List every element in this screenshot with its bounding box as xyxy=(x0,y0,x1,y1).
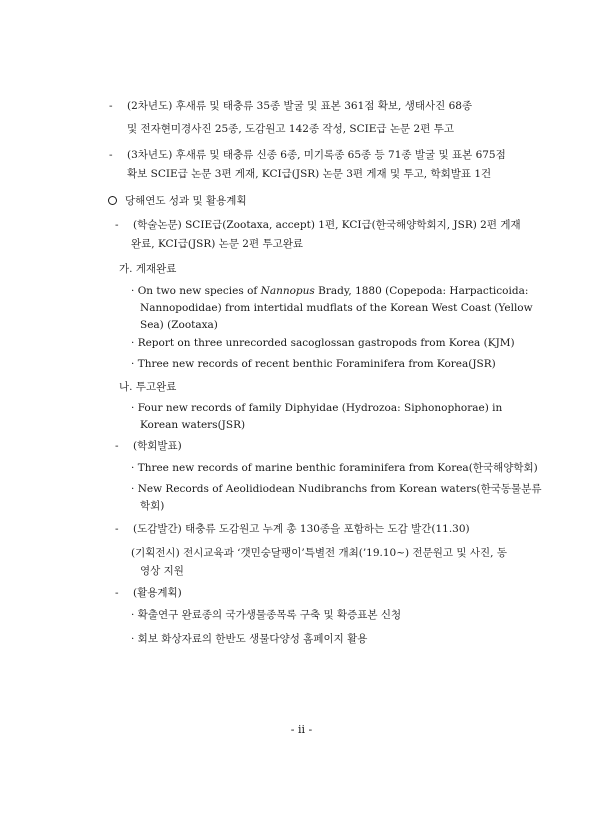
plan-label: - (활용계획) xyxy=(115,587,182,599)
top-item-1-line2: 및 전자현미경사진 25종, 도감원고 142종 작성, SCIE급 논문 2편 투고 xyxy=(127,123,454,135)
published-item-1-line2: Nannopodidae) from intertidal mudflats of the Korean West Coast (Yellow xyxy=(140,302,533,314)
plan-item-2: · 회보 화상자료의 한반도 생물다양성 홈페이지 활용 xyxy=(131,633,368,645)
top-item-2-line2: 확보 SCIE급 논문 3편 게재, KCI급(JSR) 논문 3편 게재 및 투고, 학회발표 1건 xyxy=(127,168,492,180)
book-line: - (도감발간) 태충류 도감원고 누계 총 130종을 포함하는 도감 발간(11.30) xyxy=(115,523,470,535)
published-label: 가. 게재완료 xyxy=(119,263,177,275)
conference-item-1: · Three new records of marine benthic foraminifera from Korea(한국해양학회) xyxy=(131,462,538,474)
submitted-label: 나. 투고완료 xyxy=(119,381,177,393)
papers-line2: 완료, KCI급(JSR) 논문 2편 투고완료 xyxy=(131,238,304,250)
conference-label: - (학회발표) xyxy=(115,440,182,452)
exhibit-line1: (기획전시) 전시교육과 ‘갯민숭달팽이’특별전 개최(’19.10~) 전문원고 및 사진, 동 xyxy=(131,547,507,559)
published-item-1-line1: · On two new species of Nannopus Brady, 1880 (Copepoda: Harpacticoida: xyxy=(131,285,529,297)
section-title: 당해연도 성과 및 활용계획 xyxy=(108,194,247,210)
published-item-2: · Report on three unrecorded sacoglossan gastropods from Korea (KJM) xyxy=(131,337,515,349)
exhibit-line2: 영상 지원 xyxy=(140,565,184,577)
published-item-3: · Three new records of recent benthic Foraminifera from Korea(JSR) xyxy=(131,358,496,370)
submitted-line2: Korean waters(JSR) xyxy=(140,419,246,431)
top-item-2-line1: - (3차년도) 후새류 및 태충류 신종 6종, 미기록종 65종 등 71종 발굴 및 표본 675점 xyxy=(109,149,506,161)
papers-line1: - (학술논문) SCIE급(Zootaxa, accept) 1편, KCI급(한국해양학회지, JSR) 2편 게재 xyxy=(115,219,521,231)
page-number: - ii - xyxy=(290,723,313,736)
published-item-1-line3: Sea) (Zootaxa) xyxy=(140,319,218,331)
conference-item-2-line1: · New Records of Aeolidiodean Nudibranchs from Korean waters(한국동물분류 xyxy=(131,483,542,495)
circle-bullet-icon xyxy=(108,196,117,205)
conference-item-2-line2: 학회) xyxy=(140,500,165,512)
plan-item-1: · 확출연구 완료종의 국가생물종목록 구축 및 확증표본 신청 xyxy=(131,609,402,621)
top-item-1-line1: - (2차년도) 후새류 및 태충류 35종 발굴 및 표본 361점 확보, 생태사진 68종 xyxy=(109,100,473,112)
submitted-line1: · Four new records of family Diphyidae (Hydrozoa: Siphonophorae) in xyxy=(131,402,503,414)
